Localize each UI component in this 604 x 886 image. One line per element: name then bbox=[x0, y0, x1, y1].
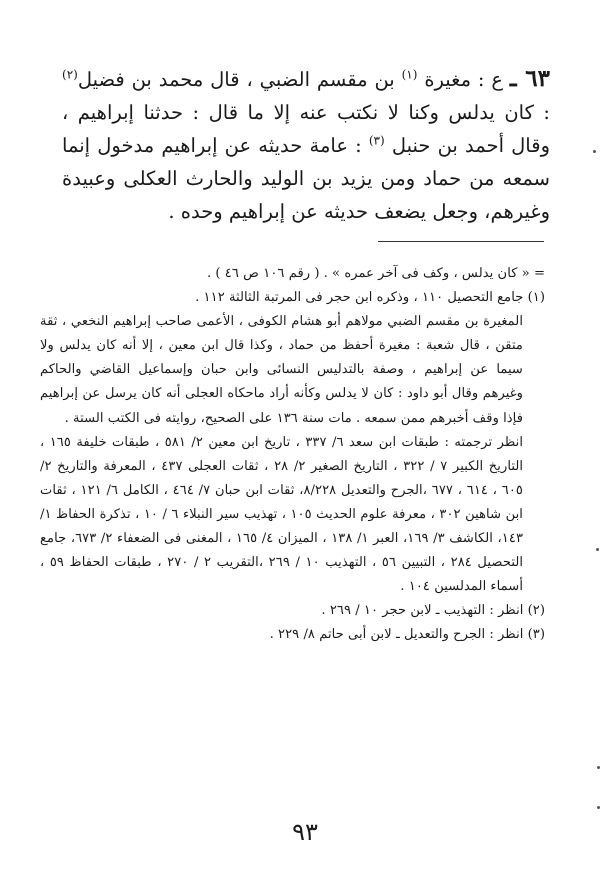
footnote-1-body: المغيرة بن مقسم الضبي مولاهم أبو هشام الكوفى ، الأعمى صاحب إبراهيم النخعي ، ثقة متقن ، قال شعبة : مغيرة أحفظ من حماد ، وكذا قال ابن معين ، إلا أنه كان يدلس ولا سيما عن إبراهيم ، وصفة بالتدليس النسائى وابن حبان وإسماعيل القاضي والحاكم وغيرهم وقال أبو داود : كان لا يدلس وكأنه أراد ماحكاه العجلى أنه كان يرسل عن إبراهيم فإذا وقف أخبرهم ممن سمعه . مات سنة ١٣٦ على الصحيح، روايته فى الكتب الستة . bbox=[40, 314, 523, 426]
scan-speck bbox=[593, 150, 596, 153]
entry-paragraph bbox=[62, 62, 550, 228]
scan-speck bbox=[597, 766, 600, 769]
entry-text-part: بن مقسم الضبي ، قال محمد بن فضيل bbox=[77, 68, 395, 91]
entry-text-part: ع : مغيرة bbox=[424, 68, 503, 91]
entry-number: ٦٣ ـ bbox=[509, 65, 550, 92]
main-entry bbox=[62, 62, 550, 228]
footnote-1-head: (١) جامع التحصيل ١١٠ ، وذكره ابن حجر فى المرتبة الثالثة ١١٢ . bbox=[195, 290, 545, 306]
footnote-separator bbox=[378, 241, 544, 242]
footnote-ref-1[interactable]: (١) bbox=[401, 67, 418, 82]
footnote-ref-2[interactable]: (٢) bbox=[62, 67, 78, 82]
footnote-3: (٣) انظر : الجرح والتعديل ـ لابن أبى حاتم ٨/ ٢٢٩ . bbox=[269, 627, 545, 643]
footnote-2: (٢) انظر : التهذيب ـ لابن حجر ١٠ / ٢٦٩ . bbox=[321, 603, 545, 619]
entry-text-part: : عامة حديثه عن إبراهيم مدخول إنما سمعه من حماد ومن يزيد بن الوليد والحارث العكلى وعبيدة وغيرهم، وجعل يضعف حديثه عن إبراهيم وحده . bbox=[62, 134, 550, 223]
scan-speck bbox=[596, 548, 599, 551]
footnotes bbox=[40, 262, 545, 648]
page-number: ٩٣ bbox=[292, 818, 318, 846]
footnote-ref-3[interactable]: (٣) bbox=[368, 133, 385, 148]
scan-speck bbox=[597, 806, 600, 809]
footnote-continuation: = « كان يدلس ، وكف فى آخر عمره » . ( رقم ١٠٦ ص ٤٦ ) . bbox=[207, 266, 545, 281]
footnote-1-references: انظر ترجمته : طبقات ابن سعد ٦/ ٣٣٧ ، تاريخ ابن معين ٢/ ٥٨١ ، طبقات خليفة ١٦٥ ، التاريخ الكبير ٧ / ٣٢٢ ، التاريخ الصغير ٢/ ٢٨ ، ثقات العجلى ٤٣٧ ، المعرفة والتاريخ ٢/ ٦٠٥ ، ٦١٤ ، ٦٧٧ ،الجرح والتعديل ٨/٢٢٨، ثقات ابن حبان ٧/ ٤٦٤ ، الكامل ٦/ ١٢١ ، ثقات ابن شاهين ٣٠٢ ، معرفة علوم الحديث ١٠٥ ، تهذيب سير النبلاء ٦ / ١٠ ، تذكرة الحفاظ ١/ ١٤٣، الكاشف ٣/ ١٦٩، العبر ١/ ١٣٨ ، الميزان ٤/ ١٦٥ ، المغنى فى الضعفاء ٢/ ٦٧٣، جامع التحصيل ٢٨٤ ، التبيين ٥٦ ، التهذيب ١٠ / ٢٦٩ ،التقريب ٢ / ٢٧٠ ، طبقات الحفاظ ٥٩ ، أسماء المدلسين ١٠٤ . bbox=[40, 434, 524, 595]
entry-text-part: : كان يدلس وكنا لا نكتب عنه إلا ما قال : حدثنا إبراهيم ، وقال أحمد بن حنبل bbox=[62, 101, 550, 157]
